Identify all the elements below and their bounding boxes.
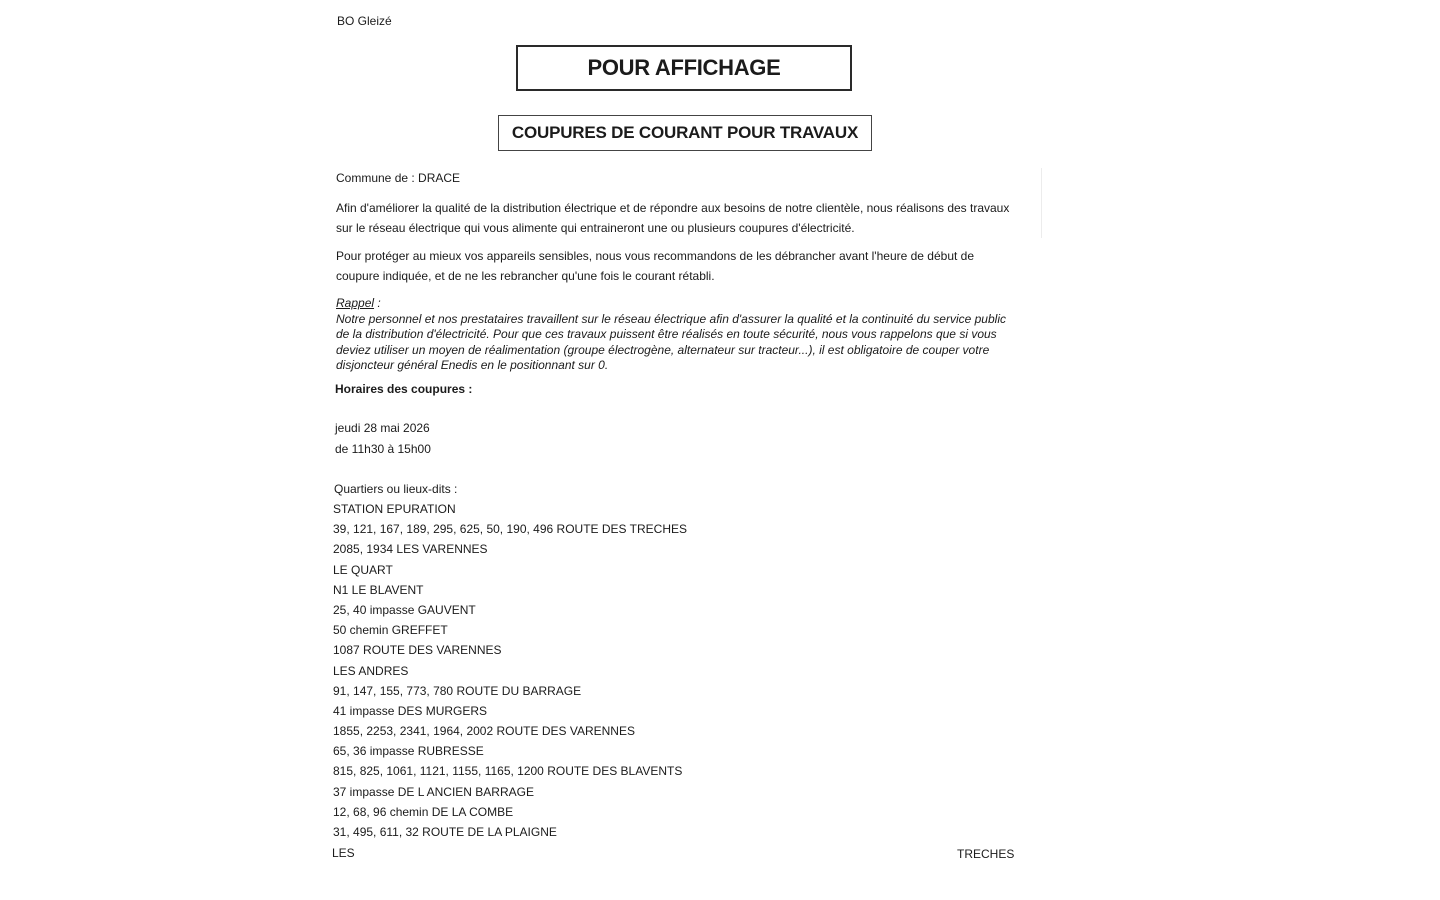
list-item: N1 LE BLAVENT — [333, 582, 424, 597]
scan-edge-divider — [1041, 168, 1042, 238]
list-item: 815, 825, 1061, 1121, 1155, 1165, 1200 ROUTE DES BLAVENTS — [333, 764, 683, 779]
list-item: 91, 147, 155, 773, 780 ROUTE DU BARRAGE — [333, 683, 582, 698]
places-list — [333, 502, 687, 845]
intro-paragraph: Afin d'améliorer la qualité de la distribution électrique et de répondre aux besoins de notre clientèle, nous réalisons des travaux sur le réseau électrique qui vous alimente qui entraineront une ou plusieurs coupures d'électricité. — [336, 201, 1010, 235]
page-subtitle-text: COUPURES DE COURANT POUR TRAVAUX — [511, 123, 859, 142]
list-item: 41 impasse DES MURGERS — [333, 703, 488, 718]
rappel-text: Notre personnel et nos prestataires travaillent sur le réseau électrique afin d'assurer la qualité et la continuité du service public de la distribution d'électricité. Pour que ces travaux puissent être réalisés en toute sécurité, nous vous rappelons que si vous deviez utiliser un moyen de réalimentation (groupe électrogène, alternateur sur tracteur...), il est obligatoire de couper votre disjoncteur général Enedis en le positionnant sur 0. — [336, 311, 1006, 372]
page-subtitle — [498, 115, 872, 151]
list-item: 31, 495, 611, 32 ROUTE DE LA PLAIGNE — [333, 825, 557, 839]
advice-paragraph: Pour protéger au mieux vos appareils sensibles, nous vous recommandons de les débrancher avant l'heure de début de coupure indiquée, et de ne les rebrancher qu'une fois le courant rétabli. — [336, 249, 975, 283]
list-item: 1855, 2253, 2341, 1964, 2002 ROUTE DES VARENNES — [333, 724, 635, 739]
page-title — [516, 45, 852, 91]
quartiers-title: Quartiers ou lieux-dits : — [334, 482, 458, 496]
list-item: LE QUART — [333, 562, 393, 577]
list-item: 50 chemin GREFFET — [333, 623, 448, 638]
schedule-date: jeudi 28 mai 2026 — [335, 421, 430, 435]
list-item: 65, 36 impasse RUBRESSE — [333, 744, 484, 759]
commune-line: Commune de : DRACE — [336, 171, 461, 185]
footer-left-text: LES — [332, 846, 355, 860]
header-label: BO Gleizé — [337, 14, 392, 28]
list-item: 2085, 1934 LES VARENNES — [333, 542, 488, 557]
list-item: 39, 121, 167, 189, 295, 625, 50, 190, 496 ROUTE DES TRECHES — [333, 522, 687, 537]
rappel-title: Rappel — [336, 296, 375, 310]
horaires-title: Horaires des coupures : — [335, 382, 473, 396]
list-item: STATION EPURATION — [333, 502, 456, 516]
page-title-text: POUR AFFICHAGE — [587, 55, 781, 80]
list-item: 25, 40 impasse GAUVENT — [333, 602, 476, 617]
rappel-separator: : — [374, 296, 381, 310]
schedule-time: de 11h30 à 15h00 — [335, 442, 431, 456]
list-item: 37 impasse DE L ANCIEN BARRAGE — [333, 784, 534, 799]
footer-right-text: TRECHES — [957, 847, 1015, 861]
list-item: 12, 68, 96 chemin DE LA COMBE — [333, 804, 514, 819]
list-item: LES ANDRES — [333, 663, 409, 678]
rappel-block — [336, 296, 1008, 374]
rappel-heading — [336, 296, 1008, 312]
list-item: 1087 ROUTE DES VARENNES — [333, 643, 502, 658]
